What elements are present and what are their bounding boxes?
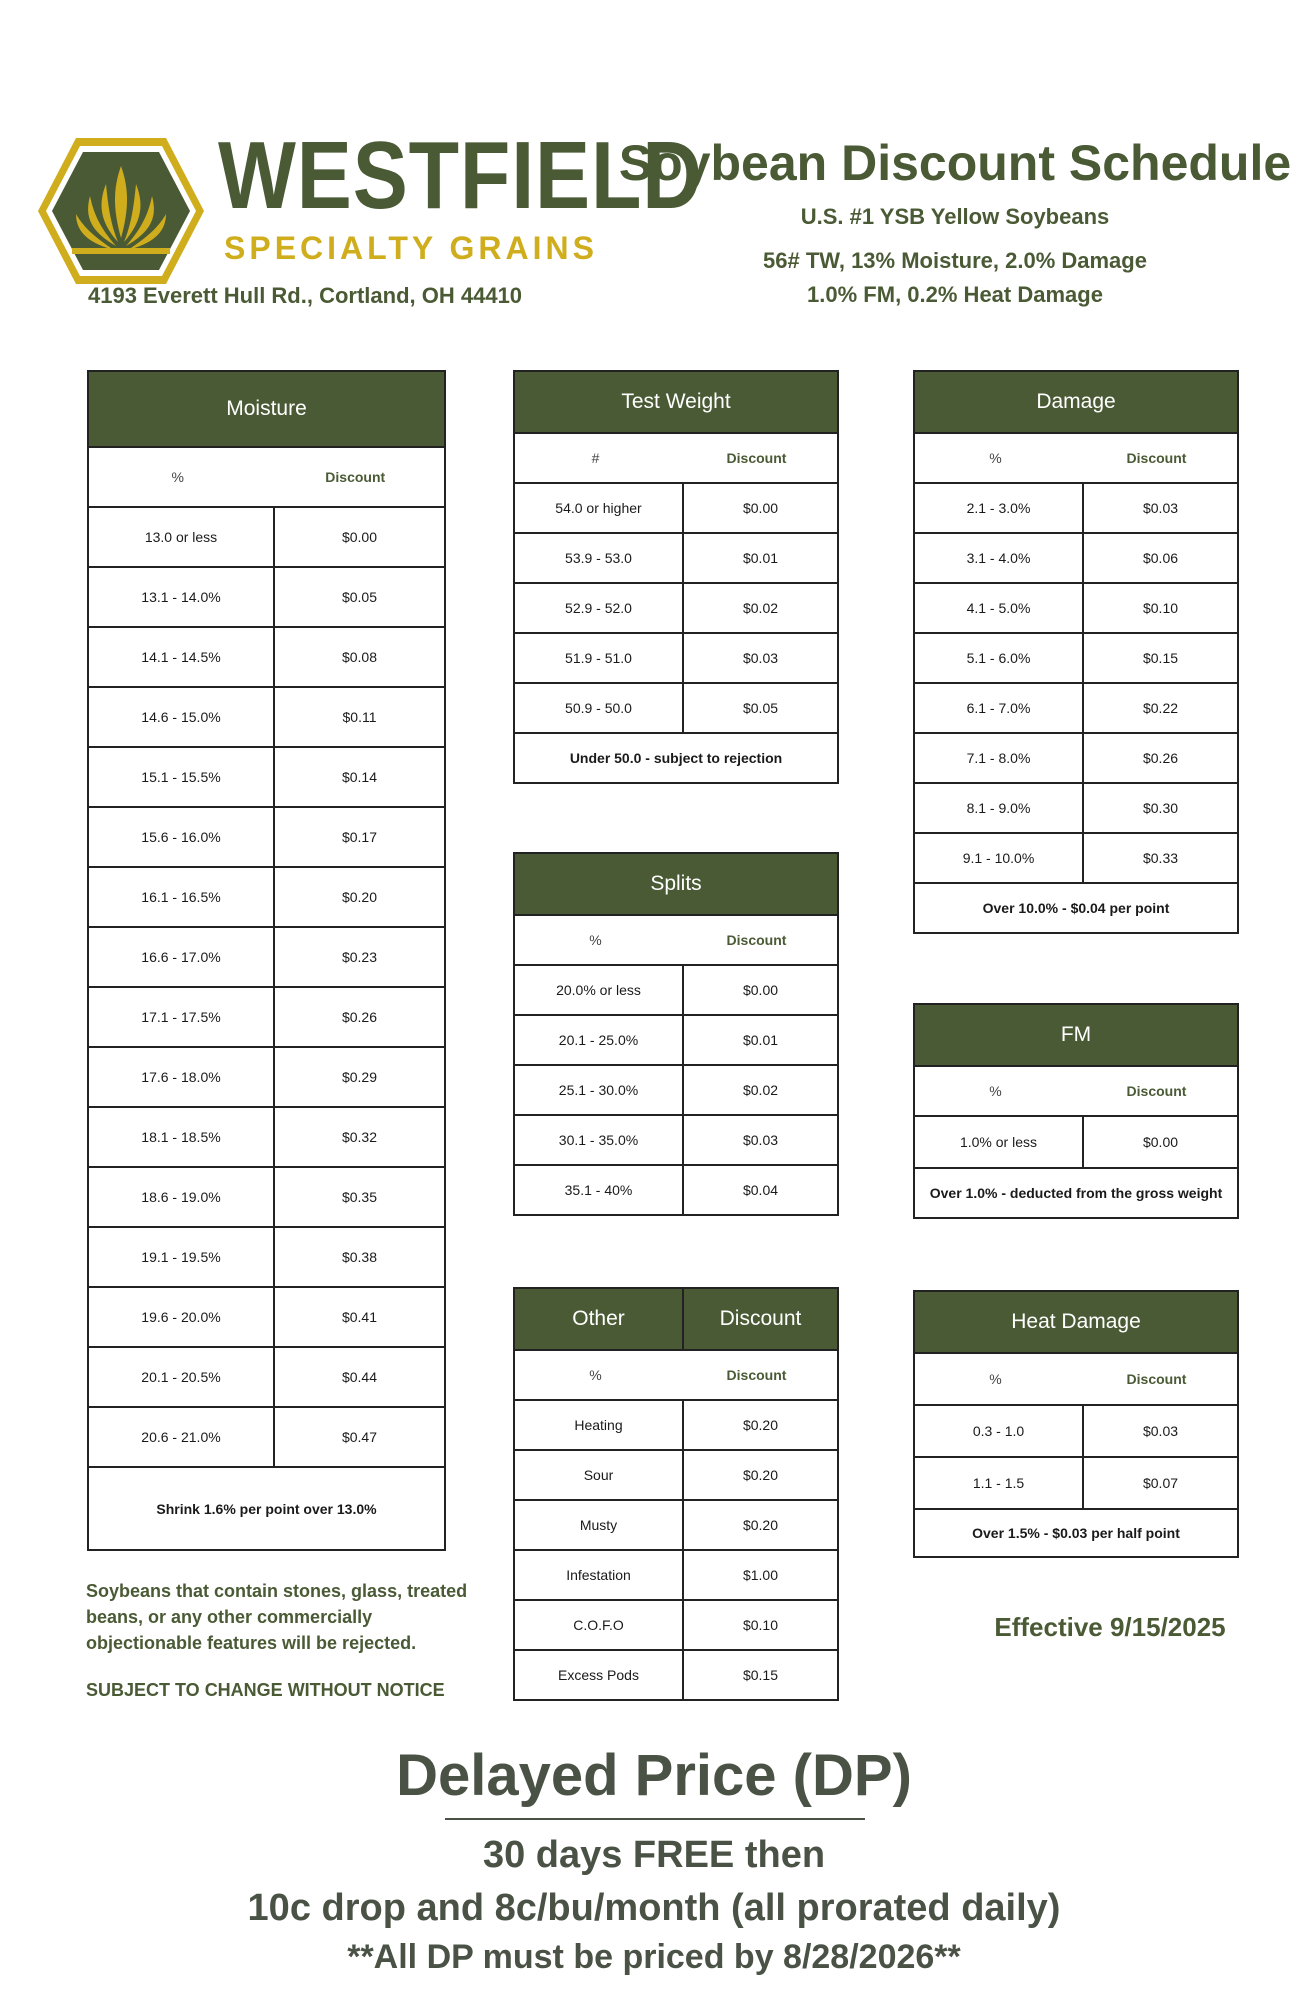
damage-discount: $0.06 xyxy=(1083,533,1238,583)
table-row xyxy=(88,1107,445,1167)
moisture-col-percent: % xyxy=(171,469,184,485)
heat-damage-title: Heat Damage xyxy=(914,1291,1238,1353)
damage-discount: $0.26 xyxy=(1083,733,1238,783)
moisture-range: 13.1 - 14.0% xyxy=(88,567,274,627)
delayed-price-divider xyxy=(445,1818,865,1820)
table-row xyxy=(88,1227,445,1287)
moisture-discount: $0.20 xyxy=(274,867,445,927)
test-weight-discount: $0.03 xyxy=(683,633,838,683)
damage-col-percent: % xyxy=(989,450,1002,466)
other-title: Other xyxy=(514,1288,683,1350)
heat-damage-range: 1.1 - 1.5 xyxy=(914,1457,1083,1509)
table-row xyxy=(914,583,1238,633)
other-item: Excess Pods xyxy=(514,1650,683,1700)
damage-range: 5.1 - 6.0% xyxy=(914,633,1083,683)
table-row xyxy=(914,1457,1238,1509)
moisture-discount: $0.32 xyxy=(274,1107,445,1167)
table-row xyxy=(914,833,1238,883)
fm-discount: $0.00 xyxy=(1083,1116,1238,1168)
moisture-range: 18.6 - 19.0% xyxy=(88,1167,274,1227)
damage-range: 9.1 - 10.0% xyxy=(914,833,1083,883)
table-row xyxy=(88,1167,445,1227)
other-col-percent: % xyxy=(589,1367,602,1383)
rejection-notice: Soybeans that contain stones, glass, treated beans, or any other commercially objectionable features will be rejected. xyxy=(86,1581,468,1653)
damage-title: Damage xyxy=(914,371,1238,433)
moisture-range: 15.1 - 15.5% xyxy=(88,747,274,807)
moisture-discount: $0.11 xyxy=(274,687,445,747)
fm-range: 1.0% or less xyxy=(914,1116,1083,1168)
other-discount: $0.20 xyxy=(683,1400,838,1450)
fm-col-discount: Discount xyxy=(1126,1083,1187,1099)
table-row xyxy=(914,683,1238,733)
other-discount: $0.10 xyxy=(683,1600,838,1650)
other-discount: $0.20 xyxy=(683,1500,838,1550)
heat-damage-column-headers xyxy=(914,1353,1238,1405)
damage-discount: $0.33 xyxy=(1083,833,1238,883)
heat-damage-discount: $0.03 xyxy=(1083,1405,1238,1457)
table-row xyxy=(88,567,445,627)
table-row xyxy=(514,583,838,633)
heat-damage-discount: $0.07 xyxy=(1083,1457,1238,1509)
brand-name: WESTFIELD xyxy=(218,122,703,229)
moisture-range: 13.0 or less xyxy=(88,507,274,567)
delayed-price-title: Delayed Price (DP) xyxy=(396,1743,912,1808)
test-weight-range: 53.9 - 53.0 xyxy=(514,533,683,583)
moisture-range: 16.1 - 16.5% xyxy=(88,867,274,927)
moisture-discount: $0.23 xyxy=(274,927,445,987)
heat-damage-footer: Over 1.5% - $0.03 per half point xyxy=(914,1509,1238,1557)
damage-discount: $0.22 xyxy=(1083,683,1238,733)
other-column-headers xyxy=(514,1350,838,1400)
test-weight-table xyxy=(513,370,839,784)
table-row xyxy=(88,1287,445,1347)
damage-discount: $0.10 xyxy=(1083,583,1238,633)
table-row xyxy=(514,1065,838,1115)
damage-column-headers xyxy=(914,433,1238,483)
schedule-specs-2: 1.0% FM, 0.2% Heat Damage xyxy=(807,282,1103,307)
other-discount: $0.20 xyxy=(683,1450,838,1500)
table-row xyxy=(88,807,445,867)
moisture-table xyxy=(87,370,446,1551)
table-row xyxy=(514,1450,838,1500)
table-row xyxy=(88,987,445,1047)
splits-col-discount: Discount xyxy=(726,932,787,948)
moisture-discount: $0.08 xyxy=(274,627,445,687)
table-row xyxy=(914,483,1238,533)
other-discount: $1.00 xyxy=(683,1550,838,1600)
moisture-column-headers xyxy=(88,447,445,507)
moisture-range: 17.6 - 18.0% xyxy=(88,1047,274,1107)
table-row xyxy=(514,1165,838,1215)
damage-table xyxy=(913,370,1239,934)
damage-range: 6.1 - 7.0% xyxy=(914,683,1083,733)
table-row xyxy=(88,1047,445,1107)
damage-discount: $0.15 xyxy=(1083,633,1238,683)
table-row xyxy=(514,1115,838,1165)
test-weight-range: 51.9 - 51.0 xyxy=(514,633,683,683)
splits-discount: $0.03 xyxy=(683,1115,838,1165)
moisture-range: 17.1 - 17.5% xyxy=(88,987,274,1047)
table-row xyxy=(514,1600,838,1650)
table-row xyxy=(914,1405,1238,1457)
test-weight-range: 50.9 - 50.0 xyxy=(514,683,683,733)
schedule-grade: U.S. #1 YSB Yellow Soybeans xyxy=(800,204,1110,229)
effective-date: Effective 9/15/2025 xyxy=(994,1612,1226,1642)
splits-discount: $0.01 xyxy=(683,1015,838,1065)
other-item: Infestation xyxy=(514,1550,683,1600)
other-table xyxy=(513,1287,839,1701)
delayed-price-line-1: 30 days FREE then xyxy=(482,1834,826,1876)
test-weight-title: Test Weight xyxy=(514,371,838,433)
table-row xyxy=(514,533,838,583)
test-weight-range: 52.9 - 52.0 xyxy=(514,583,683,633)
splits-range: 35.1 - 40% xyxy=(514,1165,683,1215)
table-row xyxy=(914,1116,1238,1168)
splits-discount: $0.02 xyxy=(683,1065,838,1115)
splits-range: 20.1 - 25.0% xyxy=(514,1015,683,1065)
fm-table xyxy=(913,1003,1239,1219)
table-row xyxy=(514,965,838,1015)
damage-range: 8.1 - 9.0% xyxy=(914,783,1083,833)
heat-damage-range: 0.3 - 1.0 xyxy=(914,1405,1083,1457)
moisture-discount: $0.14 xyxy=(274,747,445,807)
damage-discount: $0.30 xyxy=(1083,783,1238,833)
splits-column-headers xyxy=(514,915,838,965)
other-item: Sour xyxy=(514,1450,683,1500)
schedule-specs-1: 56# TW, 13% Moisture, 2.0% Damage xyxy=(763,248,1147,273)
damage-col-discount: Discount xyxy=(1126,450,1187,466)
test-weight-footer: Under 50.0 - subject to rejection xyxy=(514,733,838,783)
test-weight-col-number: # xyxy=(591,450,600,466)
damage-range: 2.1 - 3.0% xyxy=(914,483,1083,533)
damage-range: 3.1 - 4.0% xyxy=(914,533,1083,583)
brand-subtitle: SPECIALTY GRAINS xyxy=(224,230,598,266)
splits-range: 20.0% or less xyxy=(514,965,683,1015)
fm-col-percent: % xyxy=(989,1083,1002,1099)
test-weight-discount: $0.02 xyxy=(683,583,838,633)
table-row xyxy=(88,507,445,567)
moisture-discount: $0.00 xyxy=(274,507,445,567)
moisture-range: 19.6 - 20.0% xyxy=(88,1287,274,1347)
heat-damage-col-percent: % xyxy=(989,1371,1002,1387)
moisture-range: 20.6 - 21.0% xyxy=(88,1407,274,1467)
splits-discount: $0.00 xyxy=(683,965,838,1015)
other-item: Heating xyxy=(514,1400,683,1450)
table-row xyxy=(514,683,838,733)
moisture-discount: $0.44 xyxy=(274,1347,445,1407)
damage-footer: Over 10.0% - $0.04 per point xyxy=(914,883,1238,933)
moisture-range: 20.1 - 20.5% xyxy=(88,1347,274,1407)
table-row xyxy=(514,1550,838,1600)
other-col-discount: Discount xyxy=(726,1367,787,1383)
heat-damage-col-discount: Discount xyxy=(1126,1371,1187,1387)
moisture-discount: $0.47 xyxy=(274,1407,445,1467)
table-row xyxy=(514,1500,838,1550)
moisture-col-discount: Discount xyxy=(325,469,386,485)
subject-to-change-notice: SUBJECT TO CHANGE WITHOUT NOTICE xyxy=(86,1680,445,1700)
damage-discount: $0.03 xyxy=(1083,483,1238,533)
schedule-title: Soybean Discount Schedule xyxy=(618,135,1292,191)
table-row xyxy=(88,627,445,687)
splits-range: 30.1 - 35.0% xyxy=(514,1115,683,1165)
table-row xyxy=(914,633,1238,683)
moisture-range: 16.6 - 17.0% xyxy=(88,927,274,987)
table-row xyxy=(914,733,1238,783)
table-row xyxy=(88,927,445,987)
table-row xyxy=(514,1400,838,1450)
moisture-discount: $0.26 xyxy=(274,987,445,1047)
company-address: 4193 Everett Hull Rd., Cortland, OH 44410 xyxy=(88,283,523,308)
table-row xyxy=(88,1407,445,1467)
table-row xyxy=(88,687,445,747)
moisture-range: 19.1 - 19.5% xyxy=(88,1227,274,1287)
table-row xyxy=(914,783,1238,833)
damage-range: 7.1 - 8.0% xyxy=(914,733,1083,783)
test-weight-column-headers xyxy=(514,433,838,483)
fm-footer: Over 1.0% - deducted from the gross weight xyxy=(914,1168,1238,1218)
table-row xyxy=(514,1015,838,1065)
fm-title: FM xyxy=(914,1004,1238,1066)
other-title-discount: Discount xyxy=(683,1288,838,1350)
moisture-discount: $0.05 xyxy=(274,567,445,627)
test-weight-discount: $0.01 xyxy=(683,533,838,583)
moisture-discount: $0.41 xyxy=(274,1287,445,1347)
splits-range: 25.1 - 30.0% xyxy=(514,1065,683,1115)
test-weight-col-discount: Discount xyxy=(726,450,787,466)
splits-col-percent: % xyxy=(589,932,602,948)
heat-damage-table xyxy=(913,1290,1239,1558)
moisture-range: 14.6 - 15.0% xyxy=(88,687,274,747)
test-weight-discount: $0.00 xyxy=(683,483,838,533)
table-row xyxy=(514,633,838,683)
other-discount: $0.15 xyxy=(683,1650,838,1700)
moisture-discount: $0.29 xyxy=(274,1047,445,1107)
moisture-range: 15.6 - 16.0% xyxy=(88,807,274,867)
test-weight-discount: $0.05 xyxy=(683,683,838,733)
moisture-discount: $0.35 xyxy=(274,1167,445,1227)
test-weight-range: 54.0 or higher xyxy=(514,483,683,533)
moisture-discount: $0.38 xyxy=(274,1227,445,1287)
other-item: Musty xyxy=(514,1500,683,1550)
splits-discount: $0.04 xyxy=(683,1165,838,1215)
other-item: C.O.F.O xyxy=(514,1600,683,1650)
splits-title: Splits xyxy=(514,853,838,915)
moisture-discount: $0.17 xyxy=(274,807,445,867)
table-row xyxy=(88,867,445,927)
table-row xyxy=(88,1347,445,1407)
table-row xyxy=(514,1650,838,1700)
table-row xyxy=(914,533,1238,583)
moisture-title: Moisture xyxy=(88,371,445,447)
moisture-range: 14.1 - 14.5% xyxy=(88,627,274,687)
westfield-logo-icon xyxy=(36,126,206,296)
table-row xyxy=(514,483,838,533)
damage-range: 4.1 - 5.0% xyxy=(914,583,1083,633)
moisture-footer: Shrink 1.6% per point over 13.0% xyxy=(88,1467,445,1550)
moisture-range: 18.1 - 18.5% xyxy=(88,1107,274,1167)
table-row xyxy=(88,747,445,807)
splits-table xyxy=(513,852,839,1216)
delayed-price-line-2: 10c drop and 8c/bu/month (all prorated daily) xyxy=(247,1887,1061,1929)
delayed-price-line-3: **All DP must be priced by 8/28/2026** xyxy=(347,1938,961,1976)
fm-column-headers xyxy=(914,1066,1238,1116)
